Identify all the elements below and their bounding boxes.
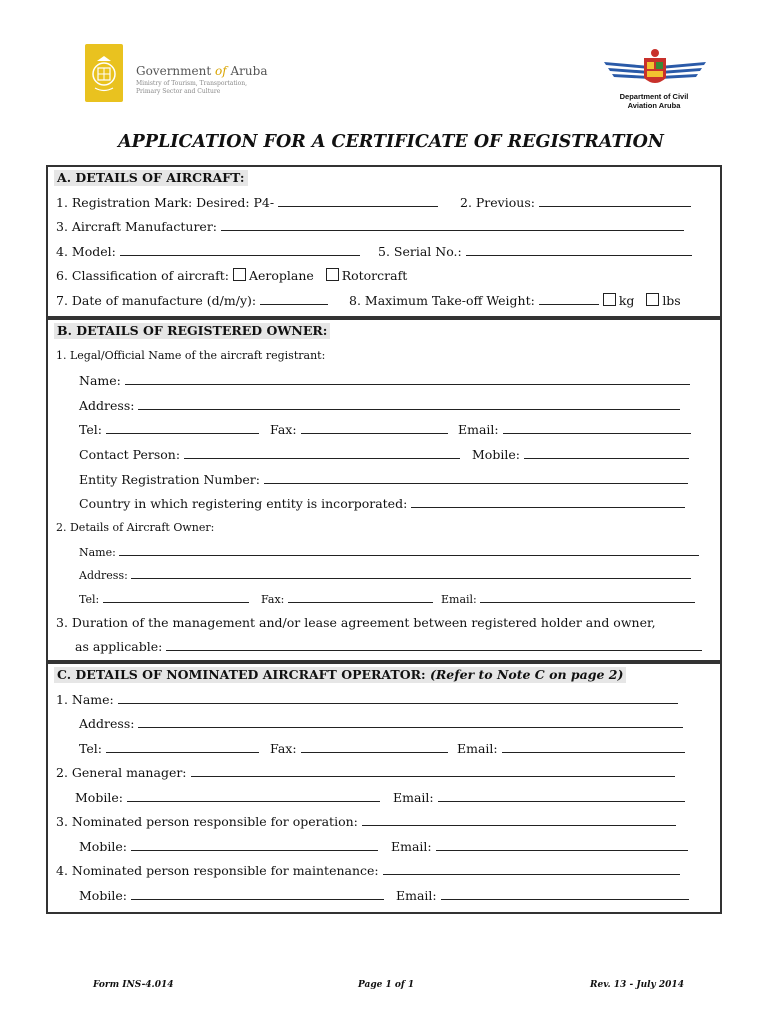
- owner-name-label: Name:: [79, 373, 121, 388]
- country-field[interactable]: [411, 496, 685, 508]
- owner-mobile-field[interactable]: [524, 447, 689, 459]
- registration-mark-row: [56, 195, 438, 211]
- classification-label: 6. Classification of aircraft:: [56, 268, 229, 283]
- classification-row: [56, 268, 407, 284]
- model-field[interactable]: [120, 244, 360, 256]
- operations-person-field[interactable]: [362, 814, 676, 826]
- ops-email-field[interactable]: [436, 839, 688, 851]
- maint-email-row: [396, 888, 689, 904]
- contact-person-field[interactable]: [184, 447, 460, 459]
- mtow-label: 8. Maximum Take-off Weight:: [349, 293, 535, 308]
- maint-mobile-field[interactable]: [131, 888, 384, 900]
- registration-mark-field[interactable]: [278, 195, 438, 207]
- section-c-heading-text: C. DETAILS OF NOMINATED AIRCRAFT OPERATOR:: [57, 667, 426, 682]
- owner-mobile-label: Mobile:: [472, 447, 520, 462]
- section-aircraft-operator: [46, 662, 722, 914]
- gm-email-row: [393, 790, 685, 806]
- model-label: 4. Model:: [56, 244, 116, 259]
- form-number: Form INS-4.014: [93, 980, 174, 990]
- owner-fax-label: Fax:: [270, 422, 297, 437]
- gm-email-field[interactable]: [438, 790, 685, 802]
- section-c-heading: [54, 667, 626, 683]
- maint-mobile-row: [79, 888, 384, 904]
- lbs-label: lbs: [662, 293, 681, 308]
- aircraft-owner-fax-field[interactable]: [288, 591, 433, 603]
- general-manager-label: 2. General manager:: [56, 765, 187, 780]
- aircraft-owner-tel-field[interactable]: [103, 591, 249, 603]
- entity-registration-row: [79, 472, 688, 488]
- operator-tel-label: Tel:: [79, 741, 102, 756]
- owner-name-field[interactable]: [125, 373, 690, 385]
- owner-email-row: [458, 422, 691, 438]
- maintenance-person-field[interactable]: [383, 863, 680, 875]
- aircraft-owner-fax-row: [261, 591, 433, 608]
- operator-fax-label: Fax:: [270, 741, 297, 756]
- owner-mobile-row: [472, 447, 689, 463]
- operator-name-row: [56, 692, 678, 708]
- country-label: Country in which registering entity is incorporated:: [79, 496, 408, 511]
- gm-mobile-label: Mobile:: [75, 790, 123, 805]
- previous-row: [460, 195, 691, 211]
- operator-fax-field[interactable]: [301, 741, 448, 753]
- owner-address-label: Address:: [79, 398, 135, 413]
- owner-tel-row: [79, 422, 259, 438]
- aircraft-owner-email-field[interactable]: [480, 591, 695, 603]
- contact-person-label: Contact Person:: [79, 447, 181, 462]
- manufacturer-field[interactable]: [221, 219, 684, 231]
- gm-mobile-row: [75, 790, 380, 806]
- previous-label: 2. Previous:: [460, 195, 535, 210]
- aircraft-owner-tel-row: [79, 591, 249, 608]
- aircraft-owner-address-label: Address:: [79, 569, 128, 582]
- serial-field[interactable]: [466, 244, 692, 256]
- contact-person-row: [79, 447, 460, 463]
- department-civil-aviation-logo: [600, 44, 710, 94]
- operations-person-row: [56, 814, 676, 830]
- registration-mark-label: 1. Registration Mark: Desired: P4-: [56, 195, 275, 210]
- operator-fax-row: [270, 741, 448, 757]
- model-row: [56, 244, 360, 260]
- date-manufacture-row: [56, 293, 328, 309]
- aircraft-owner-name-field[interactable]: [119, 544, 699, 556]
- operator-tel-field[interactable]: [106, 741, 259, 753]
- owner-email-field[interactable]: [503, 422, 691, 434]
- section-registered-owner: [46, 318, 722, 662]
- ops-mobile-row: [79, 839, 378, 855]
- aircraft-owner-address-field[interactable]: [131, 567, 691, 579]
- maint-mobile-label: Mobile:: [79, 888, 127, 903]
- aircraft-owner-tel-label: Tel:: [79, 593, 100, 606]
- aeroplane-checkbox[interactable]: [233, 268, 246, 281]
- duration-label: 3. Duration of the management and/or lease agreement between registered holder and owner,: [56, 615, 656, 630]
- maint-email-label: Email:: [396, 888, 437, 903]
- kg-checkbox[interactable]: [603, 293, 616, 306]
- country-row: [79, 496, 685, 512]
- government-of-aruba-logo: [85, 44, 123, 102]
- general-manager-row: [56, 765, 675, 781]
- aircraft-owner-address-row: [79, 567, 691, 584]
- department-civil-aviation-name: Department of Civil Aviation Aruba: [619, 92, 689, 110]
- lbs-checkbox[interactable]: [646, 293, 659, 306]
- owner-tel-field[interactable]: [106, 422, 259, 434]
- mtow-row: [349, 293, 681, 309]
- legal-name-label: 1. Legal/Official Name of the aircraft registrant:: [56, 349, 326, 362]
- section-a-heading: A. DETAILS OF AIRCRAFT:: [54, 170, 248, 186]
- gm-email-label: Email:: [393, 790, 434, 805]
- owner-name-row: [79, 373, 690, 389]
- entity-registration-label: Entity Registration Number:: [79, 472, 260, 487]
- operator-email-field[interactable]: [502, 741, 685, 753]
- gm-mobile-field[interactable]: [127, 790, 380, 802]
- aircraft-owner-email-row: [441, 591, 695, 608]
- serial-label: 5. Serial No.:: [378, 244, 462, 259]
- operator-address-label: Address:: [79, 716, 135, 731]
- owner-details-label: 2. Details of Aircraft Owner:: [56, 521, 215, 534]
- ops-mobile-field[interactable]: [131, 839, 378, 851]
- owner-address-field[interactable]: [138, 398, 680, 410]
- maintenance-person-label: 4. Nominated person responsible for maintenance:: [56, 863, 379, 878]
- date-manufacture-label: 7. Date of manufacture (d/m/y):: [56, 293, 257, 308]
- ops-mobile-label: Mobile:: [79, 839, 127, 854]
- entity-registration-field[interactable]: [264, 472, 688, 484]
- owner-email-label: Email:: [458, 422, 499, 437]
- operator-tel-row: [79, 741, 259, 757]
- operator-name-field[interactable]: [118, 692, 678, 704]
- operations-person-label: 3. Nominated person responsible for operation:: [56, 814, 358, 829]
- government-header-text: [136, 64, 267, 96]
- form-title: APPLICATION FOR A CERTIFICATE OF REGISTRATION: [118, 132, 664, 152]
- aircraft-owner-email-label: Email:: [441, 593, 477, 606]
- aircraft-owner-fax-label: Fax:: [261, 593, 285, 606]
- revision: Rev. 13 - July 2014: [590, 980, 684, 990]
- mtow-field[interactable]: [539, 293, 599, 305]
- maint-email-field[interactable]: [441, 888, 689, 900]
- owner-tel-label: Tel:: [79, 422, 102, 437]
- as-applicable-label: as applicable:: [75, 639, 163, 654]
- aeroplane-label: Aeroplane: [248, 268, 314, 283]
- rotorcraft-checkbox[interactable]: [326, 268, 339, 281]
- section-aircraft-details: [46, 165, 722, 318]
- section-b-heading: B. DETAILS OF REGISTERED OWNER:: [54, 323, 330, 339]
- owner-address-row: [79, 398, 680, 414]
- previous-field[interactable]: [539, 195, 691, 207]
- kg-label: kg: [618, 293, 635, 308]
- owner-fax-row: [270, 422, 448, 438]
- manufacturer-row: [56, 219, 684, 235]
- ops-email-label: Email:: [391, 839, 432, 854]
- ministry-name: Ministry of Tourism, Transportation, Primary Sector and Culture: [136, 80, 248, 95]
- operator-address-row: [79, 716, 683, 732]
- rotorcraft-label: Rotorcraft: [341, 268, 408, 283]
- operator-address-field[interactable]: [138, 716, 683, 728]
- general-manager-field[interactable]: [191, 765, 675, 777]
- aircraft-owner-name-label: Name:: [79, 546, 116, 559]
- manufacturer-label: 3. Aircraft Manufacturer:: [56, 219, 218, 234]
- section-c-note: (Refer to Note C on page 2): [429, 667, 624, 682]
- date-manufacture-field[interactable]: [260, 293, 328, 305]
- operator-email-row: [457, 741, 685, 757]
- government-name: Government of Aruba: [136, 64, 268, 78]
- operator-name-label: 1. Name:: [56, 692, 114, 707]
- aircraft-owner-name-row: [79, 544, 699, 561]
- as-applicable-row: [75, 639, 702, 655]
- page-number: Page 1 of 1: [358, 980, 415, 990]
- as-applicable-field[interactable]: [166, 639, 702, 651]
- maintenance-person-row: [56, 863, 680, 879]
- operator-email-label: Email:: [457, 741, 498, 756]
- serial-row: [378, 244, 692, 260]
- owner-fax-field[interactable]: [301, 422, 448, 434]
- ops-email-row: [391, 839, 688, 855]
